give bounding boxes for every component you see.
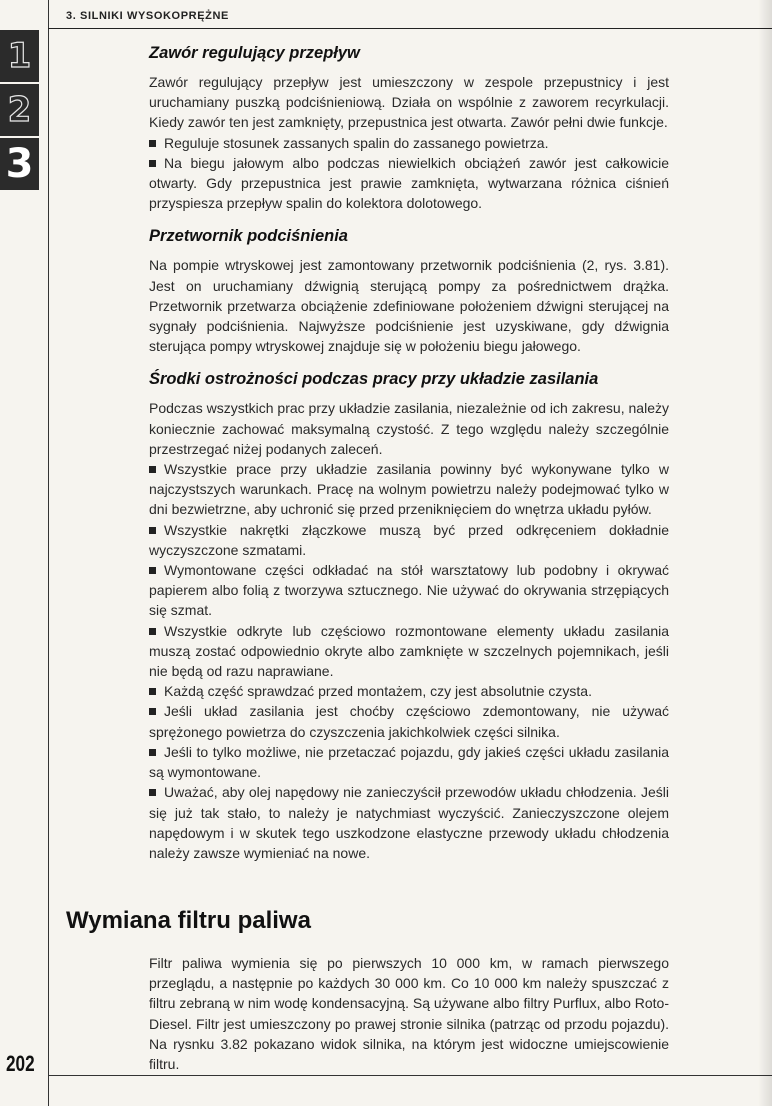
chapter-tab-label: 2 bbox=[7, 90, 32, 130]
main-content bbox=[149, 44, 669, 877]
section-heading: Przetwornik podciśnienia bbox=[149, 227, 348, 246]
bullet-text: Wszystkie prace przy układzie zasilania powinny być wykonywane tylko w najczystszych warunkach. Pracę na wolnym powietrzu należy podejmować tylko w dni bezwietrzne, aby uchronić się przed przeniknięciem do wnętrza układu pyłów. bbox=[149, 461, 669, 518]
bullet-text: Każdą część sprawdzać przed montażem, czy jest absolutnie czysta. bbox=[164, 683, 592, 700]
bullet-item bbox=[149, 560, 669, 621]
left-margin-rule bbox=[48, 0, 49, 1106]
bullet-square-icon bbox=[149, 749, 156, 756]
chapter-tab-3-active bbox=[0, 138, 39, 190]
chapter-tab-2 bbox=[0, 84, 39, 136]
bullet-text: Jeśli to tylko możliwe, nie przetaczać pojazdu, gdy jakieś części układu zasilania są wymontowane. bbox=[149, 743, 669, 781]
bullet-square-icon bbox=[149, 140, 156, 147]
chapter-tab-label: 1 bbox=[7, 36, 32, 76]
bullet-square-icon bbox=[149, 527, 156, 534]
bullet-item bbox=[149, 681, 669, 701]
bullet-square-icon bbox=[149, 708, 156, 715]
running-header: 3. SILNIKI WYSOKOPRĘŻNE bbox=[66, 10, 229, 22]
section-flow-valve bbox=[149, 44, 669, 213]
paragraph: Zawór regulujący przepływ jest umieszczony w zespole przepustnicy i jest uruchamiany puszką podciśnieniową. Działa on wspólnie z zaworem recyrkulacji. Kiedy zawór ten jest zamknięty, przepustnica jest otwarta. Zawór pełni dwie funkcje. bbox=[149, 74, 669, 131]
paragraph: Na pompie wtryskowej jest zamontowany przetwornik podciśnienia (2, rys. 3.81). Jest on uruchamiany dźwignią sterującą pompy za pośrednictwem drążka. Przetwornik przetwarza obciążenie zdefiniowane położeniem dźwigni sterującej na sygnały podciśnienia. Najwyższe podciśnienie jest uzyskiwane, gdy dźwignia sterująca pompy wtryskowej znajduje się w położeniu biegu jałowego. bbox=[149, 257, 669, 355]
chapter-tab-label: 3 bbox=[5, 141, 34, 187]
bullet-item bbox=[149, 520, 669, 560]
bullet-square-icon bbox=[149, 688, 156, 695]
bullet-square-icon bbox=[149, 628, 156, 635]
main-heading: Wymiana filtru paliwa bbox=[66, 907, 311, 934]
bullet-item bbox=[149, 153, 669, 214]
section-heading: Środki ostrożności podczas pracy przy układzie zasilania bbox=[149, 370, 599, 389]
header-rule bbox=[48, 28, 772, 29]
bullet-text: Na biegu jałowym albo podczas niewielkich obciążeń zawór jest całkowicie otwarty. Gdy przepustnica jest prawie zamknięta, wytwarzana różnica ciśnień przyspiesza przepływ spalin do kolektora dolotowego. bbox=[149, 154, 669, 212]
section-vacuum-converter bbox=[149, 227, 669, 356]
page-edge-shadow bbox=[758, 0, 772, 1106]
bullet-text: Reguluje stosunek zassanych spalin do zassanego powietrza. bbox=[164, 134, 549, 151]
bullet-square-icon bbox=[149, 466, 156, 473]
bullet-item bbox=[149, 701, 669, 741]
chapter-tabs bbox=[0, 30, 39, 192]
bullet-square-icon bbox=[149, 160, 156, 167]
paragraph: Filtr paliwa wymienia się po pierwszych 10 000 km, w ramach pierwszego przeglądu, a następnie po każdych 30 000 km. Co 10 000 km należy spuszczać z filtru zebraną w nim wodę kondensacyjną. Są używane albo filtry Purflux, albo Roto-Diesel. Filtr jest umieszczony po prawej stronie silnika (patrząc od przodu pojazdu). Na rysnku 3.82 pokazano widok silnika, na którym jest widoczne umiejscowienie filtru. bbox=[149, 955, 669, 1073]
bullet-item bbox=[149, 782, 669, 863]
chapter-tab-1 bbox=[0, 30, 39, 82]
bullet-item bbox=[149, 742, 669, 782]
bullet-text: Wszystkie odkryte lub częściowo rozmontowane elementy układu zasilania muszą zostać odpowiednio okryte albo zamknięte w szczelnych pojemnikach, jeśli nie będą od razu naprawiane. bbox=[149, 622, 669, 680]
bullet-text: Jeśli układ zasilania jest choćby częściowo zdemontowany, nie używać sprężonego powietrza do czyszczenia jakichkolwiek części silnika. bbox=[149, 703, 669, 740]
page-number: 202 bbox=[6, 1051, 35, 1076]
bullet-text: Uważać, aby olej napędowy nie zanieczyścił przewodów układu chłodzenia. Jeśli się już tak stało, to należy je natychmiast wyczyścić. Zanieczyszczone olejem napędowym i w skutek tego uszkodzone elastyczne przewody układu chłodzenia należy zawsze wymieniać na nowe. bbox=[149, 784, 669, 861]
section-precautions bbox=[149, 370, 669, 863]
bullet-square-icon bbox=[149, 567, 156, 574]
footer-rule bbox=[48, 1075, 772, 1076]
bullet-square-icon bbox=[149, 789, 156, 796]
bullet-text: Wymontowane części odkładać na stół warsztatowy lub podobny i okrywać papierem albo folią z tworzywa sztucznego. Nie używać do okrywania strzępiących się szmat. bbox=[149, 562, 669, 619]
bullet-item bbox=[149, 459, 669, 520]
section-heading: Zawór regulujący przepływ bbox=[149, 44, 360, 62]
bullet-item bbox=[149, 133, 669, 153]
bullet-item bbox=[149, 621, 669, 682]
paragraph: Podczas wszystkich prac przy układzie zasilania, niezależnie od ich zakresu, należy koniecznie zachować maksymalną czystość. Z tego względu należy szczególnie przestrzegać niżej podanych zaleceń. bbox=[149, 400, 669, 457]
bullet-text: Wszystkie nakrętki złączkowe muszą być przed odkręceniem dokładnie wyczyszczone szmatami. bbox=[149, 521, 669, 558]
